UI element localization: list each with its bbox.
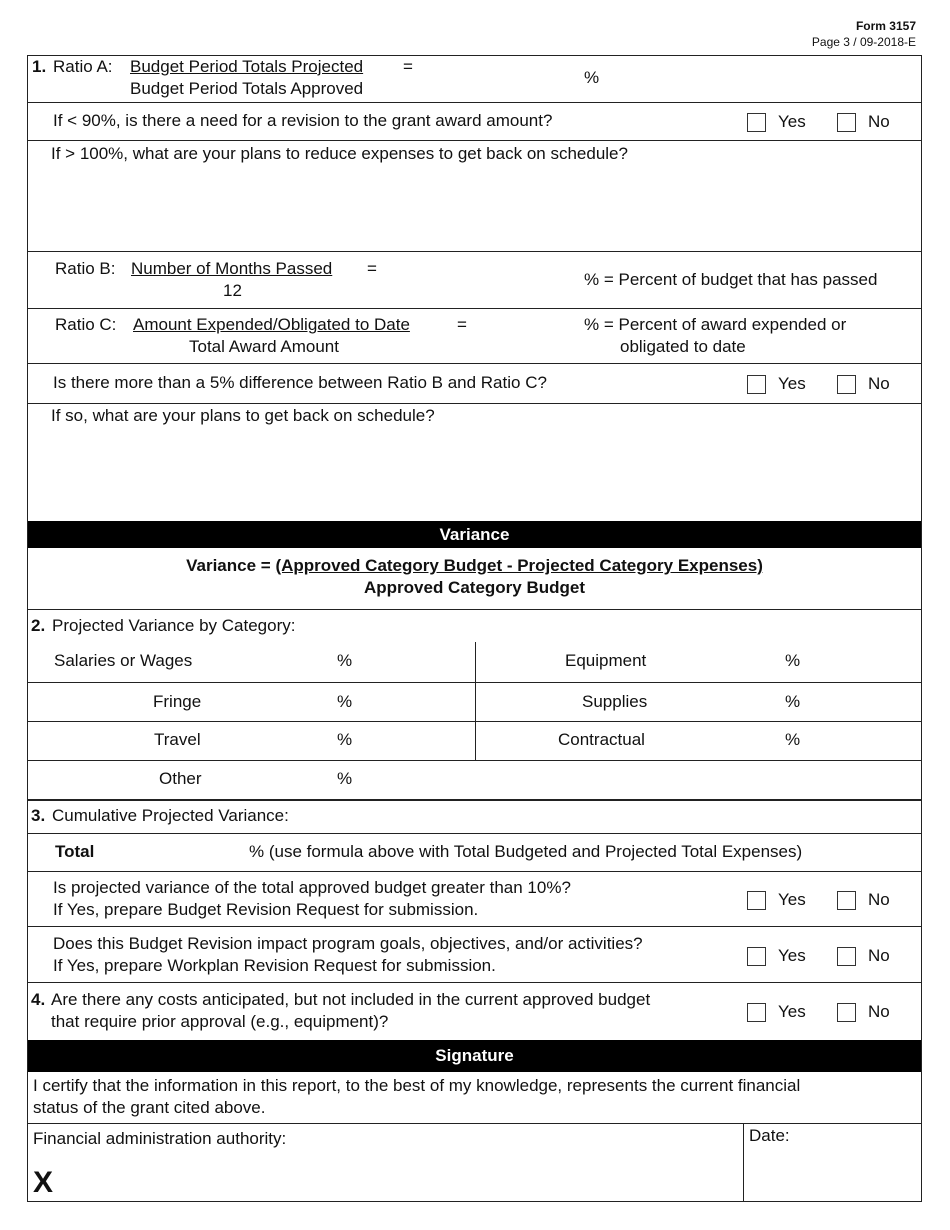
costs-question-line1: Are there any costs anticipated, but not included in the current approved budget [51, 990, 651, 1009]
greater-yes-checkbox[interactable] [747, 891, 766, 910]
ratio-a-numerator: Budget Period Totals Projected [130, 57, 364, 76]
greater-question-line2: If Yes, prepare Budget Revision Request for submission. [53, 900, 479, 919]
difference-no-checkbox[interactable] [837, 375, 856, 394]
date-label: Date: [749, 1126, 790, 1145]
difference-question: Is there more than a 5% difference between Ratio B and Ratio C? [53, 373, 547, 392]
costs-yes-label: Yes [778, 1002, 806, 1021]
revision-no-checkbox[interactable] [837, 113, 856, 132]
category-fringe-percent[interactable]: % [337, 692, 353, 711]
impact-no-checkbox[interactable] [837, 947, 856, 966]
authority-label: Financial administration authority: [33, 1129, 287, 1148]
difference-question-row [28, 363, 921, 403]
revision-question: If < 90%, is there a need for a revision to the grant award amount? [53, 111, 553, 130]
revision-no-label: No [868, 112, 890, 131]
category-contractual-percent[interactable]: % [785, 730, 801, 749]
impact-question-line2: If Yes, prepare Workplan Revision Request for submission. [53, 956, 496, 975]
difference-yes-checkbox[interactable] [747, 375, 766, 394]
impact-yes-label: Yes [778, 946, 806, 965]
category-equipment-percent[interactable]: % [785, 651, 801, 670]
ratio-b-equals: = [367, 259, 377, 278]
total-row [28, 833, 921, 871]
cumulative-heading-row [28, 799, 921, 833]
projected-number: 2. [31, 616, 46, 635]
category-salaries-percent[interactable]: % [337, 651, 353, 670]
signature-row [28, 1123, 921, 1202]
variance-formula-top [28, 555, 921, 577]
date-field[interactable] [744, 1124, 922, 1202]
category-contractual: Contractual [558, 730, 645, 749]
variance-formula-prefix: Variance = [186, 556, 276, 575]
impact-yes-checkbox[interactable] [747, 947, 766, 966]
projected-label: Projected Variance by Category: [52, 616, 296, 635]
ratio-c-row [28, 308, 921, 363]
costs-no-checkbox[interactable] [837, 1003, 856, 1022]
total-label: Total [55, 842, 95, 861]
ratio-c-equals: = [457, 315, 467, 334]
ratio-b-numerator: Number of Months Passed [131, 259, 333, 278]
form-header [812, 18, 916, 50]
greater-no-checkbox[interactable] [837, 891, 856, 910]
difference-no-label: No [868, 374, 890, 393]
ratio-b-result: % = Percent of budget that has passed [584, 270, 878, 289]
projected-variance-heading-row [28, 609, 921, 642]
certification-line2: status of the grant cited above. [33, 1098, 266, 1117]
ratio-b-row [28, 251, 921, 308]
ratio-a-denominator: Budget Period Totals Approved [130, 79, 364, 98]
cumulative-number: 3. [31, 806, 46, 825]
category-travel-percent[interactable]: % [337, 730, 353, 749]
difference-yes-option[interactable] [747, 374, 806, 394]
greater-question-line1: Is projected variance of the total approved budget greater than 10%? [53, 878, 571, 897]
costs-number: 4. [31, 990, 46, 1009]
ratio-b-label: Ratio B: [55, 259, 116, 278]
category-supplies: Supplies [582, 692, 648, 711]
ratio-c-numerator: Amount Expended/Obligated to Date [133, 315, 410, 334]
category-equipment: Equipment [565, 651, 647, 670]
ratio-c-result-line2: obligated to date [620, 337, 746, 356]
impact-no-option[interactable] [837, 946, 890, 966]
impact-no-label: No [868, 946, 890, 965]
reduce-expenses-row[interactable] [28, 140, 921, 251]
costs-question-row [28, 982, 921, 1038]
impact-question-row [28, 926, 921, 982]
greater-no-option[interactable] [837, 890, 890, 910]
total-note: % (use formula above with Total Budgeted and Projected Total Expenses) [249, 842, 803, 861]
difference-yes-label: Yes [778, 374, 806, 393]
revision-yes-label: Yes [778, 112, 806, 131]
costs-no-option[interactable] [837, 1002, 890, 1022]
costs-question-line2: that require prior approval (e.g., equipment)? [51, 1012, 389, 1031]
variance-heading: Variance [28, 521, 921, 548]
greater-yes-option[interactable] [747, 890, 806, 910]
authority-signature-field[interactable] [28, 1124, 743, 1202]
costs-yes-checkbox[interactable] [747, 1003, 766, 1022]
ratio-c-label: Ratio C: [55, 315, 117, 334]
ratio-c-denominator: Total Award Amount [189, 337, 339, 356]
schedule-plans-question: If so, what are your plans to get back on schedule? [51, 406, 435, 425]
costs-yes-option[interactable] [747, 1002, 806, 1022]
variance-formula-numerator: (Approved Category Budget - Projected Category Expenses) [275, 556, 763, 575]
signature-heading: Signature [28, 1040, 921, 1072]
reduce-expenses-question: If > 100%, what are your plans to reduce expenses to get back on schedule? [51, 144, 628, 163]
difference-no-option[interactable] [837, 374, 890, 394]
certification-line1: I certify that the information in this report, to the best of my knowledge, represents the current financial [33, 1076, 801, 1095]
certification-row [28, 1072, 921, 1123]
category-salaries: Salaries or Wages [54, 651, 193, 670]
impact-question-line1: Does this Budget Revision impact program goals, objectives, and/or activities? [53, 934, 643, 953]
variance-formula-denominator: Approved Category Budget [363, 578, 586, 597]
ratio-a-label: Ratio A: [53, 57, 113, 76]
impact-yes-option[interactable] [747, 946, 806, 966]
variance-formula-row [28, 548, 921, 609]
category-travel: Travel [154, 730, 201, 749]
category-divider [475, 642, 476, 760]
revision-yes-option[interactable] [747, 112, 806, 132]
signature-x-mark: X [33, 1166, 54, 1199]
ratio-b-denominator: 12 [223, 281, 242, 300]
category-row [28, 760, 921, 799]
greater-yes-label: Yes [778, 890, 806, 909]
revision-question-row [28, 102, 921, 140]
form-number: Form 3157 [855, 19, 916, 33]
section-number: 1. [32, 57, 47, 76]
ratio-a-row [28, 56, 921, 102]
revision-yes-checkbox[interactable] [747, 113, 766, 132]
costs-no-label: No [868, 1002, 890, 1021]
revision-no-option[interactable] [837, 112, 890, 132]
category-other-percent[interactable]: % [337, 769, 353, 788]
greater-no-label: No [868, 890, 890, 909]
schedule-plans-row[interactable] [28, 403, 921, 521]
category-other: Other [159, 769, 202, 788]
category-fringe: Fringe [153, 692, 202, 711]
ratio-c-result-line1: % = Percent of award expended or [584, 315, 847, 334]
category-supplies-percent[interactable]: % [785, 692, 801, 711]
cumulative-label: Cumulative Projected Variance: [52, 806, 289, 825]
page-info: Page 3 / 09-2018-E [811, 35, 916, 49]
budget-form [27, 55, 922, 1202]
ratio-a-equals: = [403, 57, 413, 76]
greater-question-row [28, 871, 921, 926]
ratio-a-percent: % [584, 68, 600, 87]
